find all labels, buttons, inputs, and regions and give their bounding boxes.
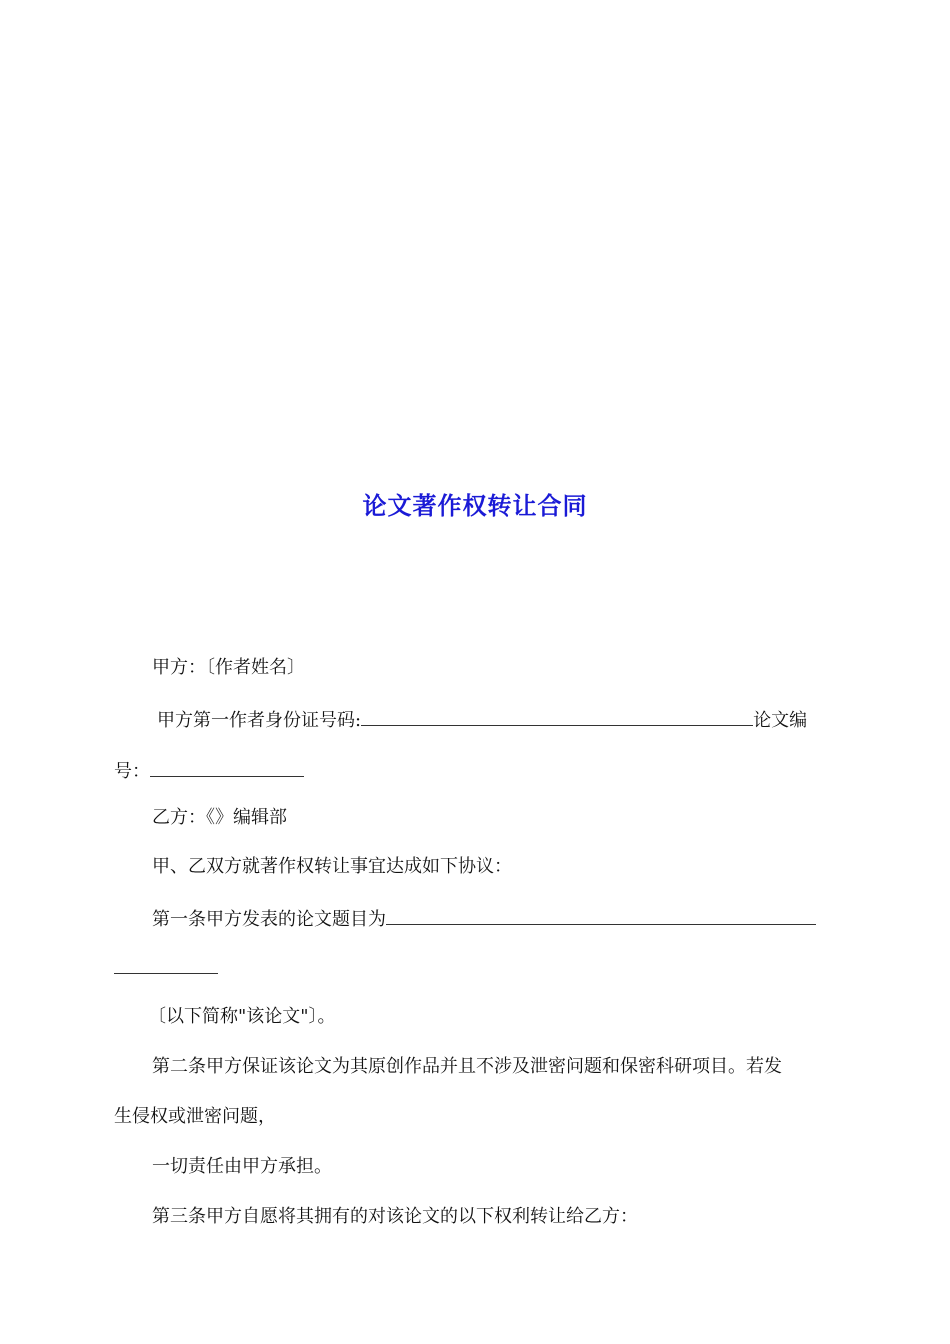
article2-line3: 一切责任由甲方承担。 [152,1156,332,1177]
id-number-blank [361,707,753,726]
article2-line2: 生侵权或泄密问题， [114,1106,276,1127]
document-title: 论文著作权转让合同 [362,492,588,520]
paper-number-label-part1: 论文编 [753,710,808,731]
article1-note-line: 〔以下简称"该论文"〕。 [148,1006,336,1027]
paper-number-blank [150,758,304,777]
paper-number-label-part2: 号： [114,761,150,782]
article1-continuation-line [114,955,218,981]
party-b-line: 乙方：《》编辑部 [152,807,287,828]
party-a-id-label: 甲方第一作者身份证号码: [157,710,362,731]
party-a-line: 甲方：〔作者姓名〕 [152,657,305,678]
article1-line [152,906,816,932]
article3-line1: 第三条甲方自愿将其拥有的对该论文的以下权利转让给乙方： [152,1206,638,1227]
paper-number-line [114,758,304,784]
paper-title-blank-continued [114,955,218,974]
party-a-id-line [157,707,807,733]
agreement-intro-line: 甲、乙双方就著作权转让事宜达成如下协议： [152,856,512,877]
paper-title-blank [386,906,816,925]
article1-label: 第一条甲方发表的论文题目为 [152,909,386,930]
article2-line1: 第二条甲方保证该论文为其原创作品并且不涉及泄密问题和保密科研项目。若发 [152,1056,782,1077]
